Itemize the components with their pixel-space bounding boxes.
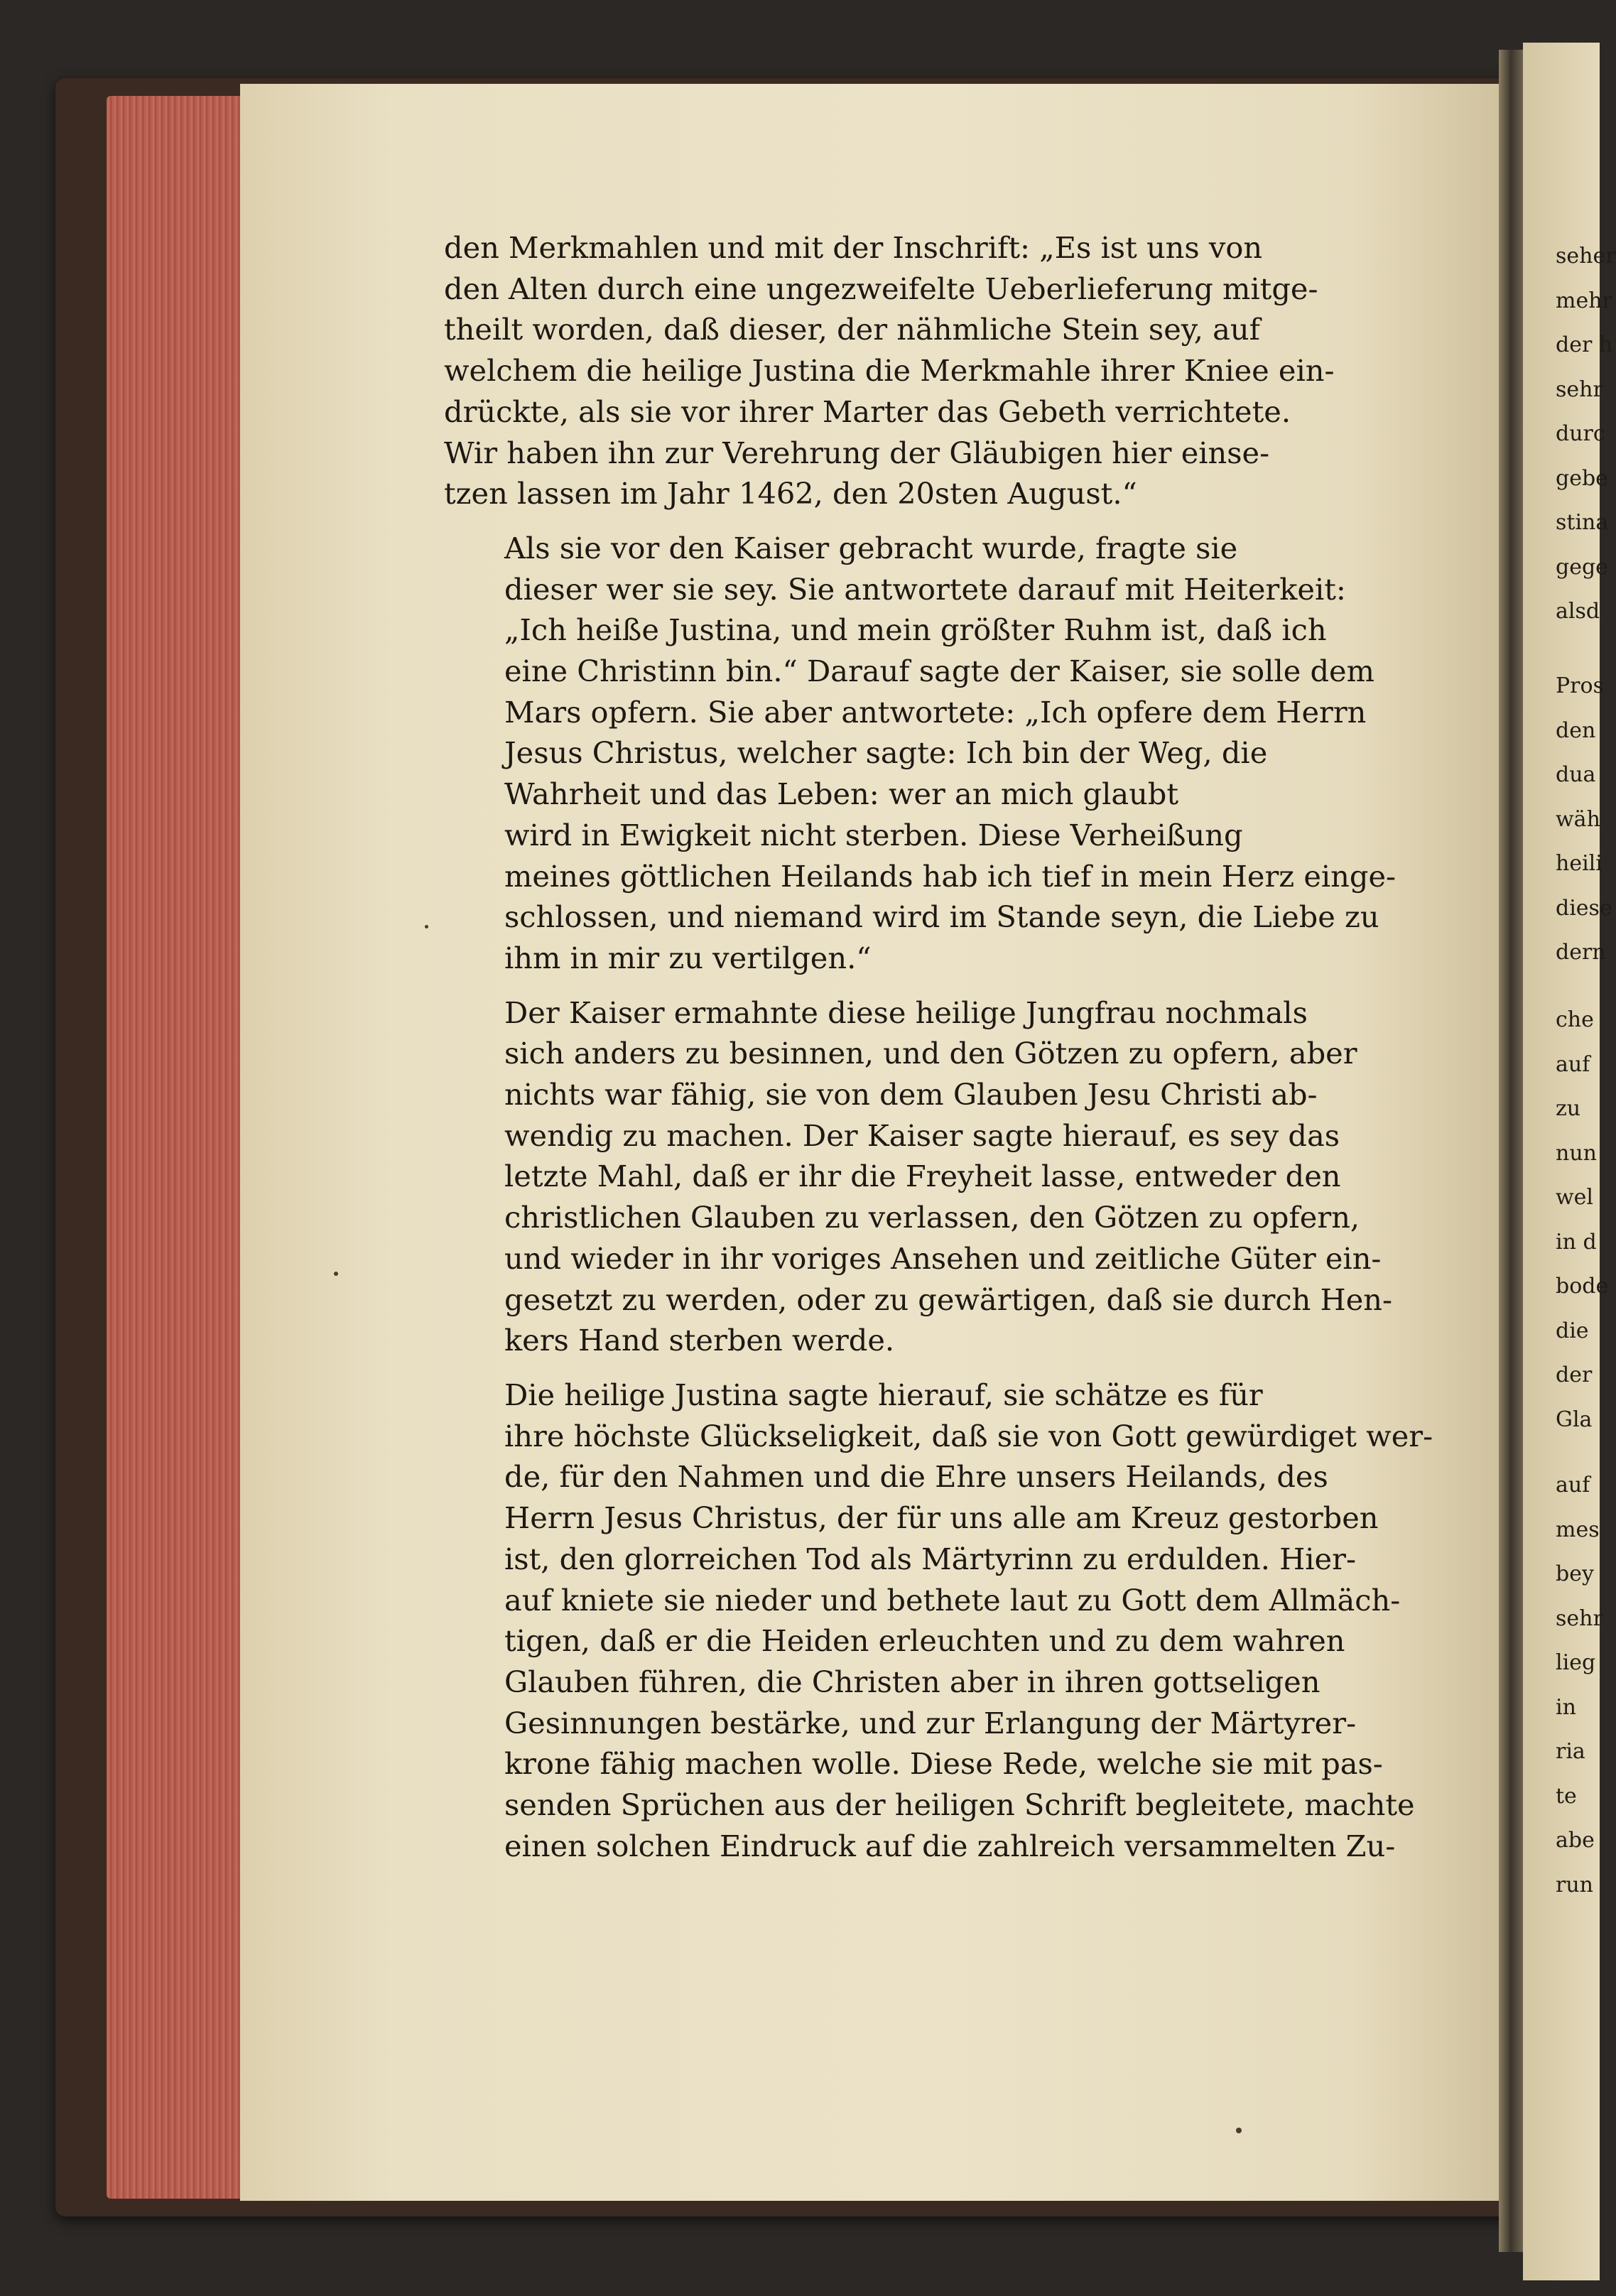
facing-page-text-block bbox=[1556, 998, 1609, 1442]
text-line: krone fähig machen wolle. Diese Rede, welche sie mit pas- bbox=[504, 1746, 1383, 1782]
facing-page-fragment: Gla bbox=[1556, 1407, 1593, 1432]
facing-page-fragment: dern bbox=[1556, 940, 1606, 965]
text-line: meines göttlichen Heilands hab ich tief in mein Herz einge- bbox=[504, 858, 1397, 894]
text-line: welchem die heilige Justina die Merkmahle ihrer Kniee ein- bbox=[444, 353, 1335, 389]
text-line: tigen, daß er die Heiden erleuchten und zu dem wahren bbox=[504, 1623, 1345, 1659]
facing-page-fragment: che bbox=[1556, 1007, 1594, 1032]
facing-page-text-block bbox=[1556, 1463, 1603, 1907]
facing-page-fragment: bey bbox=[1556, 1561, 1594, 1586]
facing-page-text-block bbox=[1556, 664, 1612, 975]
text-line: ist, den glorreichen Tod als Märtyrinn zu erdulden. Hier- bbox=[504, 1541, 1356, 1576]
text-line: gesetzt zu werden, oder zu gewärtigen, daß sie durch Hen- bbox=[504, 1282, 1393, 1317]
text-line: drückte, als sie vor ihrer Marter das Gebeth verrichtete. bbox=[444, 394, 1291, 429]
facing-page-fragment: zu bbox=[1556, 1096, 1581, 1121]
text-line: sich anders zu besinnen, und den Götzen zu opfern, aber bbox=[504, 1036, 1357, 1071]
paragraph bbox=[444, 992, 1410, 1361]
text-line: Glauben führen, die Christen aber in ihren gottseligen bbox=[504, 1664, 1321, 1699]
text-line: senden Sprüchen aus der heiligen Schrift begleitete, machte bbox=[504, 1787, 1415, 1823]
facing-page-fragment: den bbox=[1556, 718, 1596, 743]
facing-page-fragment: gebe bbox=[1556, 465, 1608, 491]
text-line: Die heilige Justina sagte hierauf, sie schätze es für bbox=[504, 1377, 1263, 1412]
facing-page-fragment: lieg bbox=[1556, 1650, 1596, 1675]
text-line: Jesus Christus, welcher sagte: Ich bin der Weg, die bbox=[504, 735, 1268, 771]
facing-page-fragment: abe bbox=[1556, 1828, 1595, 1853]
facing-page-fragment: dua bbox=[1556, 762, 1596, 787]
facing-page-fragment: gege bbox=[1556, 554, 1608, 580]
text-line: Gesinnungen bestärke, und zur Erlangung der Märtyrer- bbox=[504, 1705, 1357, 1740]
facing-page-fragment: mehr bbox=[1556, 288, 1612, 313]
text-line: den Merkmahlen und mit der Inschrift: „Es ist uns von bbox=[444, 230, 1263, 265]
text-line: „Ich heiße Justina, und mein größter Ruhm ist, daß ich bbox=[504, 612, 1327, 648]
text-line: wird in Ewigkeit nicht sterben. Diese Verheißung bbox=[504, 817, 1243, 852]
text-line: wendig zu machen. Der Kaiser sagte hierauf, es sey das bbox=[504, 1117, 1340, 1153]
text-line: schlossen, und niemand wird im Stande seyn, die Liebe zu bbox=[504, 899, 1379, 935]
text-line: Der Kaiser ermahnte diese heilige Jungfrau nochmals bbox=[504, 995, 1308, 1030]
facing-page-fragment: wäh bbox=[1556, 806, 1600, 832]
facing-page-fragment: bode bbox=[1556, 1274, 1609, 1299]
text-line: Herrn Jesus Christus, der für uns alle am Kreuz gestorben bbox=[504, 1500, 1379, 1536]
facing-page-fragment: diese bbox=[1556, 895, 1612, 921]
text-line: ihre höchste Glückseligkeit, daß sie von Gott gewürdiget wer- bbox=[504, 1418, 1433, 1453]
page-edges bbox=[107, 96, 249, 2199]
facing-page-text-block bbox=[1556, 234, 1616, 634]
text-line: ihm in mir zu vertilgen.“ bbox=[504, 940, 872, 975]
ink-speck bbox=[425, 925, 428, 928]
facing-page-fragment: in bbox=[1556, 1694, 1576, 1720]
text-line: letzte Mahl, daß er ihr die Freyheit lasse, entweder den bbox=[504, 1159, 1341, 1194]
facing-page-fragment: mes bbox=[1556, 1517, 1600, 1542]
text-line: auf kniete sie nieder und bethete laut zu Gott dem Allmäch- bbox=[504, 1582, 1401, 1618]
facing-page-fragment: auf bbox=[1556, 1473, 1590, 1498]
page-body-text bbox=[444, 227, 1433, 1880]
facing-page-fragment: stina bbox=[1556, 510, 1609, 535]
text-line: einen solchen Eindruck auf die zahlreich versammelten Zu- bbox=[504, 1828, 1396, 1863]
facing-page-fragment: in d bbox=[1556, 1229, 1597, 1255]
facing-page-fragment: die bbox=[1556, 1318, 1589, 1343]
text-line: kers Hand sterben werde. bbox=[504, 1323, 895, 1358]
facing-page-fragment: sehr bbox=[1556, 377, 1603, 402]
text-line: den Alten durch eine ungezweifelte Ueberlieferung mitge- bbox=[444, 271, 1318, 306]
facing-page-fragment: auf bbox=[1556, 1051, 1590, 1077]
text-line: theilt worden, daß dieser, der nähmliche Stein sey, auf bbox=[444, 312, 1260, 347]
text-line: Mars opfern. Sie aber antwortete: „Ich opfere dem Herrn bbox=[504, 694, 1367, 730]
facing-page-fragment: heili bbox=[1556, 851, 1603, 876]
ink-speck bbox=[334, 1272, 338, 1276]
text-line: Wir haben ihn zur Verehrung der Gläubigen hier einse- bbox=[444, 435, 1270, 470]
text-line: de, für den Nahmen und die Ehre unsers Heilands, des bbox=[504, 1459, 1328, 1495]
facing-page-fragment: Pros bbox=[1556, 673, 1604, 698]
paragraph bbox=[444, 227, 1410, 514]
text-line: eine Christinn bin.“ Darauf sagte der Kaiser, sie solle dem bbox=[504, 654, 1374, 689]
text-line: und wieder in ihr voriges Ansehen und zeitliche Güter ein- bbox=[504, 1240, 1382, 1276]
text-line: Als sie vor den Kaiser gebracht wurde, fragte sie bbox=[504, 530, 1238, 565]
facing-page-fragment: alsd bbox=[1556, 599, 1600, 624]
facing-page-fragment: nun bbox=[1556, 1140, 1597, 1166]
paragraph bbox=[444, 1375, 1433, 1866]
facing-page-fragment: der bbox=[1556, 1363, 1593, 1387]
text-line: christlichen Glauben zu verlassen, den Götzen zu opfern, bbox=[504, 1200, 1360, 1235]
text-line: Wahrheit und das Leben: wer an mich glaubt bbox=[504, 776, 1179, 812]
facing-page-fragment: wel bbox=[1556, 1185, 1594, 1210]
facing-page-fragment: te bbox=[1556, 1783, 1577, 1809]
facing-page-fragment: run bbox=[1556, 1872, 1593, 1897]
facing-page-fragment: der h bbox=[1556, 332, 1613, 357]
book-gutter bbox=[1499, 50, 1523, 2252]
facing-page-fragment: sehr bbox=[1556, 1605, 1603, 1631]
text-line: dieser wer sie sey. Sie antwortete darauf mit Heiterkeit: bbox=[504, 571, 1346, 607]
facing-page-fragment: durc bbox=[1556, 421, 1605, 446]
paragraph bbox=[444, 528, 1410, 979]
facing-page-fragment: ria bbox=[1556, 1739, 1585, 1764]
text-line: nichts war fähig, sie von dem Glauben Jesu Christi ab- bbox=[504, 1077, 1318, 1112]
ink-speck bbox=[1236, 2128, 1242, 2133]
text-line: tzen lassen im Jahr 1462, den 20sten August.“ bbox=[444, 476, 1137, 511]
facing-page-fragment: seher bbox=[1556, 244, 1616, 269]
